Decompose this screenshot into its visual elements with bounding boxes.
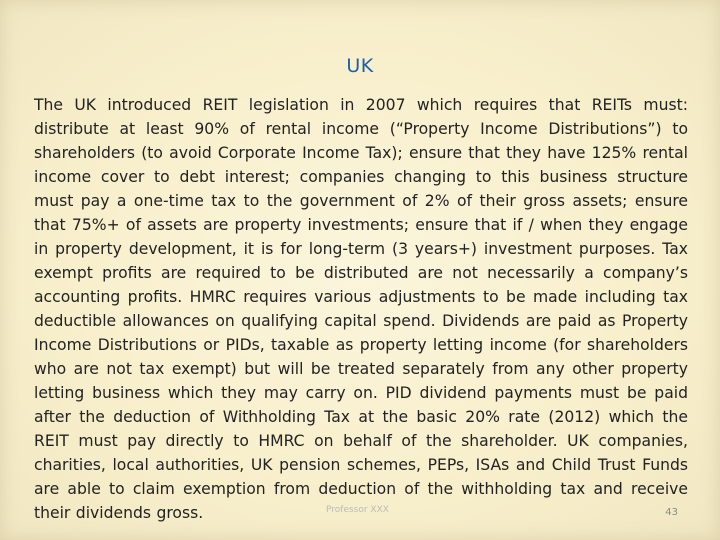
slide-body-text: The UK introduced REIT legislation in 2007 which requires that REITs must: distribute at least 90% of rental income (“Property Income Distributions”) to shareholders (to avoid Corporate Income Tax); ensure that they have 125% rental income cover to debt interest; companies changing to this business structure must pay a one-time tax to the government of 2% of their gross assets; ensure that 75%+ of assets are property investments; ensure that if / when they engage in property development, it is for long-term (3 years+) investment purposes. Tax exempt profits are required to be distributed are not necessarily a company’s accounting profits. HMRC requires various adjustments to be made including tax deductible allowances on qualifying capital spend. Dividends are paid as Property Income Distributions or PIDs, taxable as property letting income (for shareholders who are not tax exempt) but will be treated separately from any other property letting business which they may carry on. PID dividend payments must be paid after the deduction of Withholding Tax at the basic 20% rate (2012) which the REIT must pay directly to HMRC on behalf of the shareholder. UK companies, charities, local authorities, UK pension schemes, PEPs, ISAs and Child Trust Funds are able to claim exemption from deduction of the withholding tax and receive their dividends gross. <box>34 96 688 522</box>
slide-title: UK <box>346 55 374 77</box>
watermark: Professor XXX <box>326 505 389 515</box>
page-number: 43 <box>665 507 678 518</box>
